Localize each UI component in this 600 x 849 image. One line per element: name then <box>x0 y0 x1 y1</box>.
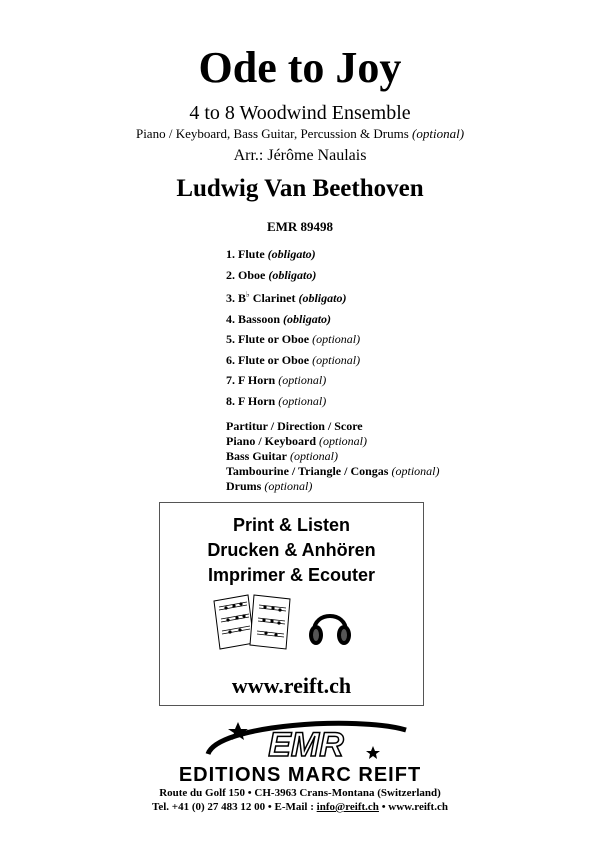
part-note: (obligato) <box>298 291 347 305</box>
part-name: 2. Oboe <box>226 267 266 282</box>
composer: Ludwig Van Beethoven <box>176 175 424 202</box>
extra-name: Partitur / Direction / Score <box>226 419 363 433</box>
part-name: 4. Bassoon <box>226 311 281 326</box>
sheet-music-icon <box>210 591 298 653</box>
extra-name: Bass Guitar <box>226 449 288 463</box>
print-listen-box <box>159 502 424 706</box>
instrumentation-line <box>0 126 600 142</box>
headphones-icon <box>306 601 354 651</box>
contact-web: • www.reift.ch <box>378 801 448 813</box>
part-item <box>226 350 360 371</box>
publisher-name: EDITIONS MARC REIFT <box>178 764 422 786</box>
extra-item <box>226 419 439 434</box>
extra-item <box>226 434 439 449</box>
part-name: 5. Flute or Oboe <box>226 332 310 346</box>
parts-list <box>226 244 360 411</box>
part-note: (optional) <box>312 332 361 346</box>
contact-tel: Tel. +41 (0) 27 483 12 00 • E-Mail : <box>152 801 317 813</box>
extra-note: (optional) <box>264 479 313 493</box>
page-title: Ode to Joy <box>198 43 402 92</box>
part-name: 7. F Horn <box>226 373 276 387</box>
part-name: 3. B <box>226 291 247 305</box>
part-name: 8. F Horn <box>226 393 276 408</box>
promo-line-de: Drucken & Anhören <box>207 540 376 560</box>
part-name: 1. Flute <box>226 247 265 261</box>
extra-note: (optional) <box>290 449 339 463</box>
promo-line-en: Print & Listen <box>232 515 350 535</box>
promo-line-fr: Imprimer & Ecouter <box>207 565 376 585</box>
additional-parts-list <box>226 419 439 494</box>
extra-item <box>226 449 439 464</box>
extra-name: Tambourine / Triangle / Congas <box>226 464 389 478</box>
part-note: (optional) <box>278 373 327 387</box>
extra-note: (optional) <box>319 434 368 448</box>
extra-item <box>226 479 439 494</box>
part-item <box>226 285 360 309</box>
part-item <box>226 391 360 412</box>
part-note: (optional) <box>312 352 361 367</box>
extra-name: Drums <box>226 479 262 493</box>
ensemble-subtitle: 4 to 8 Woodwind Ensemble <box>189 102 411 124</box>
part-item <box>226 329 360 350</box>
part-item <box>226 370 360 391</box>
part-item <box>226 244 360 265</box>
website-link[interactable]: www.reift.ch <box>231 673 352 698</box>
extra-name: Piano / Keyboard <box>226 434 317 448</box>
instrumentation-text: Piano / Keyboard, Bass Guitar, Percussion & Drums <box>135 126 409 141</box>
part-note: (obligato) <box>268 267 317 282</box>
part-item <box>226 265 360 286</box>
svg-text:EMR: EMR <box>268 726 344 764</box>
instrumentation-optional: (optional) <box>412 126 465 141</box>
part-note: (optional) <box>278 393 327 408</box>
extra-item <box>226 464 439 479</box>
email-link[interactable]: info@reift.ch <box>316 801 379 813</box>
extra-note: (optional) <box>391 464 440 478</box>
catalog-number: EMR 89498 <box>266 219 334 234</box>
part-name: 6. Flute or Oboe <box>226 352 310 367</box>
part-name-rest: Clarinet <box>249 291 296 305</box>
part-note: (obligato) <box>283 311 332 326</box>
flat-sign: ♭ <box>246 290 250 299</box>
part-item <box>226 309 360 330</box>
part-note: (obligato) <box>267 247 316 261</box>
publisher-contact <box>0 800 600 814</box>
publisher-address: Route du Golf 150 • CH-3963 Crans-Montana (Switzerland) <box>159 787 441 799</box>
arranger: Arr.: Jérôme Naulais <box>233 147 367 164</box>
